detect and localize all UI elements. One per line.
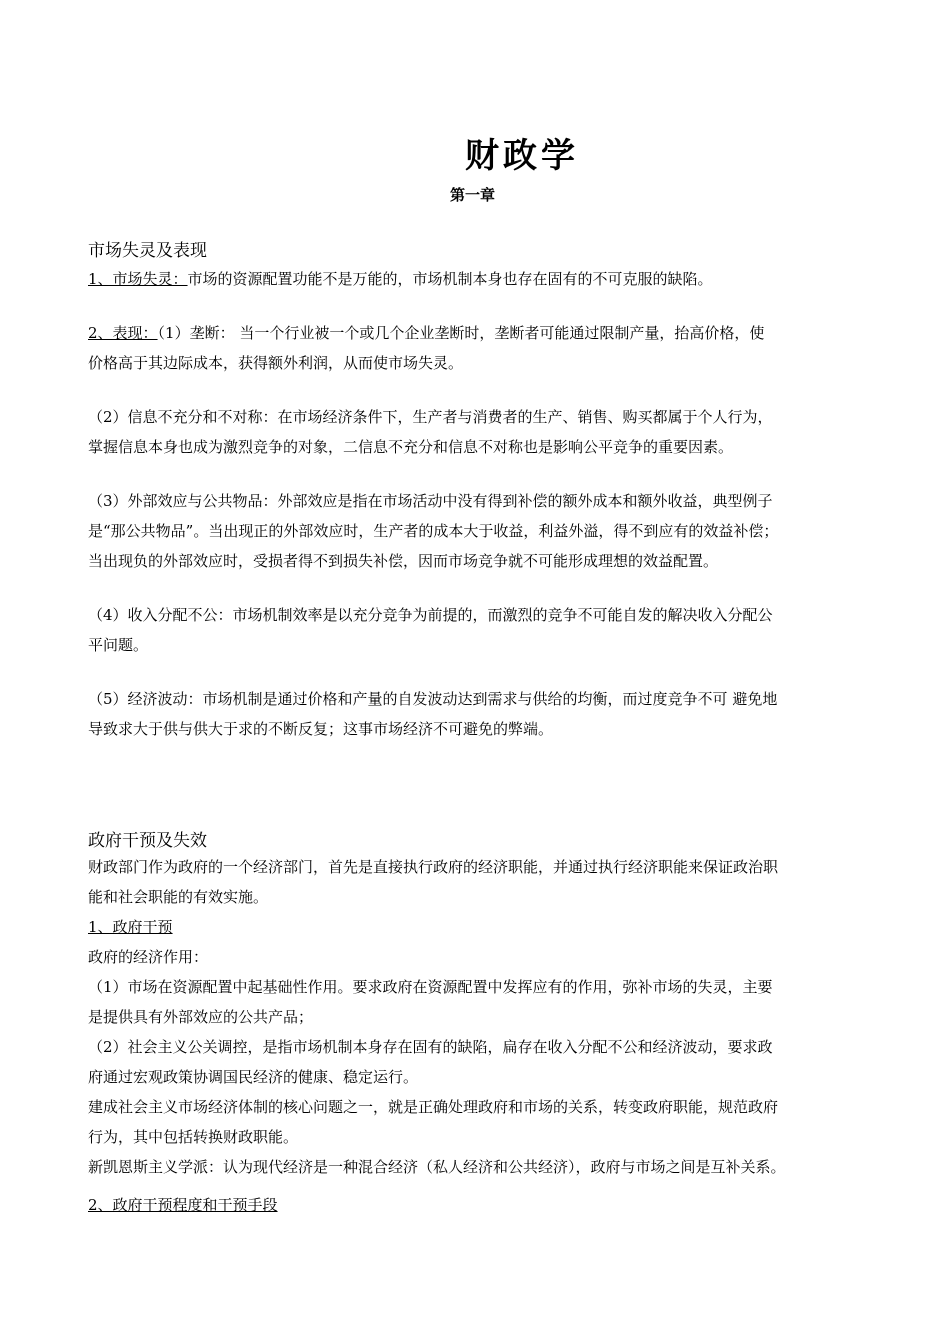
section-heading-market-failure: 市场失灵及表现: [88, 241, 207, 261]
manifestations-label: 2、表现：: [88, 324, 158, 342]
paragraph-information-asymmetry: [88, 402, 868, 462]
gov-line-11: 新凯恩斯主义学派：认为现代经济是一种混合经济（私人经济和公共经济），政府与市场之间是互补关系。: [88, 1158, 786, 1176]
paragraph-income-distribution: [88, 600, 868, 660]
monopoly-line-2: 价格高于其边际成本，获得额外利润，从而使市场失灵。: [88, 354, 464, 372]
information-line-1: （2）信息不充分和不对称：在市场经济条件下，生产者与消费者的生产、销售、购买都属于个人行为，: [88, 408, 773, 426]
gov-line-6: 是提供具有外部效应的公共产品；: [88, 1008, 314, 1026]
income-line-2: 平问题。: [88, 636, 149, 654]
monopoly-line-1: （1）垄断： 当一个行业被一个或几个企业垄断时，垄断者可能通过限制产量，抬高价格，使: [157, 324, 765, 342]
gov-subheading-degree-and-means: 2、政府干预程度和干预手段: [88, 1196, 278, 1214]
paragraph-market-failure-definition: [88, 264, 868, 294]
gov-line-10: 行为，其中包括转换财政职能。: [88, 1128, 299, 1146]
gov-line-7: （2）社会主义公关调控，是指市场机制本身存在固有的缺陷，扁存在收入分配不公和经济波动，要求政: [88, 1038, 773, 1056]
externalities-line-3: 当出现负的外部效应时，受损者得不到损失补偿，因而市场竞争就不可能形成理想的效益配置。: [88, 552, 719, 570]
fluctuation-line-2: 导致求大于供与供大于求的不断反复；这事市场经济不可避免的弊端。: [88, 720, 554, 738]
fluctuation-line-1: （5）经济波动：市场机制是通过价格和产量的自发波动达到需求与供给的均衡，而过度竞争不可 避免地: [88, 690, 778, 708]
chapter-heading: 第一章: [450, 186, 496, 204]
information-line-2: 掌握信息本身也成为激烈竞争的对象，二信息不充分和信息不对称也是影响公平竞争的重要因素。: [88, 438, 734, 456]
gov-line-2: 能和社会职能的有效实施。: [88, 888, 269, 906]
definition-text: 市场的资源配置功能不是万能的，市场机制本身也存在固有的不可克服的缺陷。: [187, 270, 713, 288]
gov-line-8: 府通过宏观政策协调国民经济的健康、稳定运行。: [88, 1068, 419, 1086]
document-title: 财政学: [465, 136, 579, 176]
paragraph-manifestations-monopoly: [88, 318, 868, 378]
externalities-line-1: （3）外部效应与公共物品：外部效应是指在市场活动中没有得到补偿的额外成本和额外收益，典型例子: [88, 492, 773, 510]
income-line-1: （4）收入分配不公：市场机制效率是以充分竞争为前提的，而激烈的竞争不可能自发的解决收入分配公: [88, 606, 773, 624]
externalities-line-2: 是“那公共物品”。当出现正的外部效应时，生产者的成本大于收益，利益外溢，得不到应有的效益补偿；: [88, 522, 779, 540]
paragraph-government-intervention: [88, 852, 868, 1182]
gov-line-economic-role: 政府的经济作用：: [88, 948, 209, 966]
section-heading-government-intervention: 政府干预及失效: [88, 831, 207, 851]
paragraph-externalities: [88, 486, 868, 576]
gov-line-9: 建成社会主义市场经济体制的核心问题之一，就是正确处理政府和市场的关系，转变政府职能，规范政府: [88, 1098, 779, 1116]
paragraph-economic-fluctuation: [88, 684, 868, 744]
gov-line-5: （1）市场在资源配置中起基础性作用。要求政府在资源配置中发挥应有的作用，弥补市场的失灵，主要: [88, 978, 773, 996]
gov-line-1: 财政部门作为政府的一个经济部门，首先是直接执行政府的经济职能，并通过执行经济职能来保证政治职: [88, 858, 779, 876]
gov-subheading-intervention: 1、政府干预: [88, 918, 173, 936]
definition-label: 1、市场失灵：: [88, 270, 188, 288]
